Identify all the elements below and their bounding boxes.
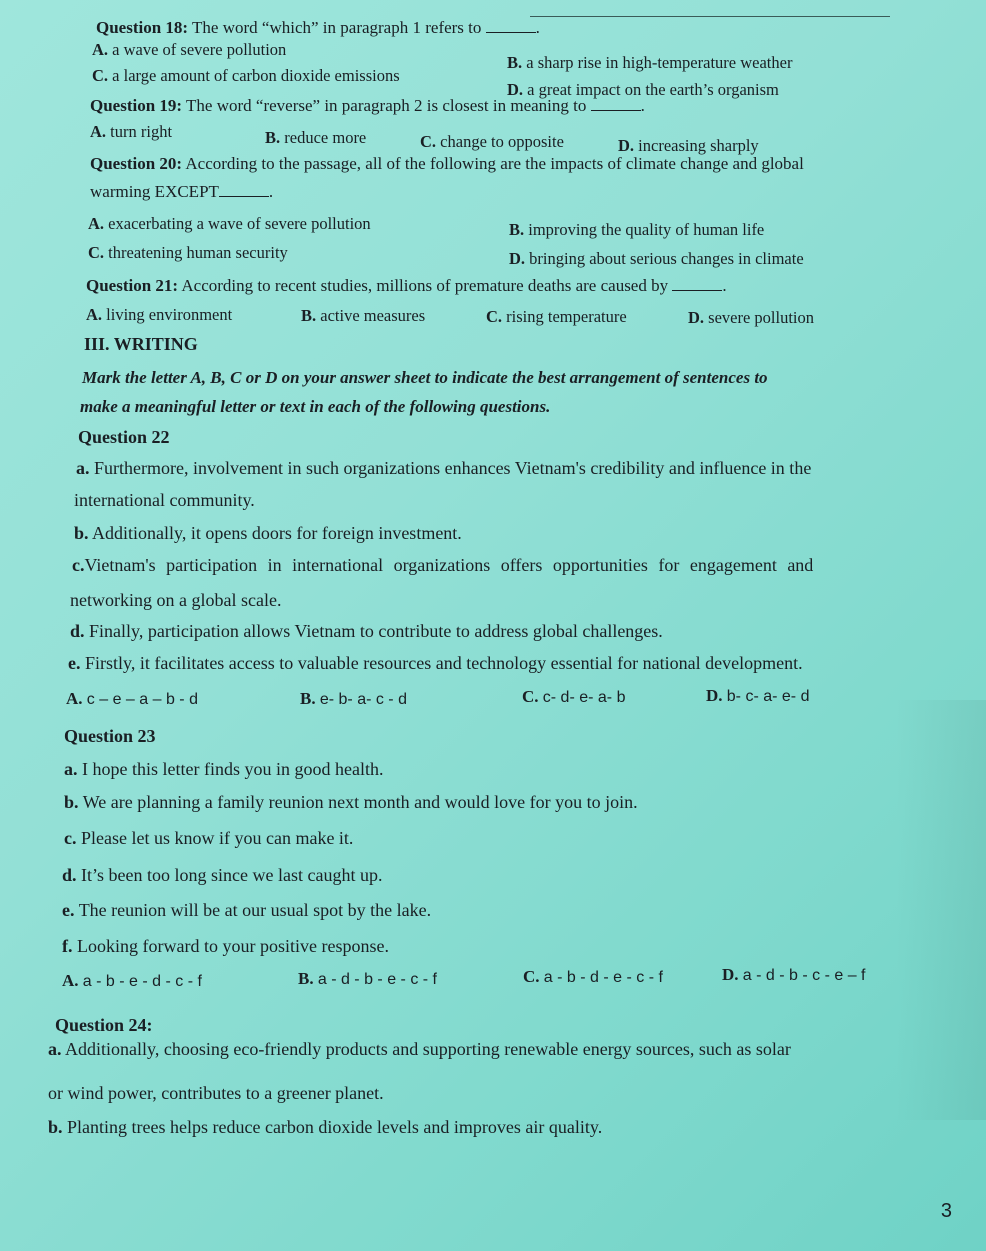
q22-sentence-e bbox=[68, 653, 803, 674]
q18-option-c-text: a large amount of carbon dioxide emissions bbox=[112, 66, 400, 85]
q23-option-a-letter: A. bbox=[62, 971, 79, 990]
q22-e-letter: e. bbox=[68, 653, 81, 673]
q23-f-letter: f. bbox=[62, 936, 73, 956]
q23-sentence-d bbox=[62, 865, 382, 886]
q20-period: . bbox=[268, 182, 274, 201]
writing-instruction-line1: Mark the letter A, B, C or D on your answer sheet to indicate the best arrangement of sentences to bbox=[82, 368, 768, 387]
q19-option-c-letter: C. bbox=[420, 132, 437, 151]
q22-e-text: Firstly, it facilitates access to valuable resources and technology essential for national development. bbox=[85, 653, 803, 673]
q19-option-c[interactable] bbox=[420, 132, 564, 152]
q22-option-d-text: b- c- a- e- d bbox=[726, 688, 810, 705]
q18-blank bbox=[486, 18, 536, 33]
q22-label: Question 22 bbox=[78, 427, 170, 447]
q20-option-c[interactable] bbox=[88, 243, 288, 263]
q19-option-d-letter: D. bbox=[618, 136, 635, 155]
q23-sentence-a bbox=[64, 759, 383, 780]
q19-option-d-text: increasing sharply bbox=[638, 136, 759, 155]
q23-a-text: I hope this letter finds you in good health. bbox=[82, 759, 384, 779]
q22-c-letter: c. bbox=[72, 555, 85, 575]
q22-option-a-text: c – e – a – b - d bbox=[86, 691, 198, 708]
q18-option-d-text: a great impact on the earth’s organism bbox=[527, 80, 779, 99]
q19-option-a-letter: A. bbox=[90, 122, 107, 141]
q22-d-text: Finally, participation allows Vietnam to contribute to address global challenges. bbox=[89, 621, 663, 641]
q23-option-a-text: a - b - e - d - c - f bbox=[82, 973, 202, 990]
q21-option-a-text: living environment bbox=[106, 305, 233, 324]
q19-option-b[interactable] bbox=[265, 128, 366, 148]
q21-option-b[interactable] bbox=[301, 306, 425, 326]
q18-option-c-letter: C. bbox=[92, 66, 109, 85]
q21-option-c-text: rising temperature bbox=[506, 307, 627, 326]
q22-option-c[interactable] bbox=[522, 687, 625, 707]
q22-option-b-text: e- b- a- c - d bbox=[319, 691, 407, 708]
q18-option-d-letter: D. bbox=[507, 80, 524, 99]
q20-option-d[interactable] bbox=[509, 249, 804, 269]
q20-blank bbox=[219, 182, 269, 197]
q20-option-b-text: improving the quality of human life bbox=[528, 220, 765, 239]
q22-option-a[interactable] bbox=[66, 689, 198, 709]
q22-option-d-letter: D. bbox=[706, 686, 723, 705]
q23-option-b-letter: B. bbox=[298, 969, 314, 988]
q23-b-letter: b. bbox=[64, 792, 79, 812]
q21-label: Question 21: bbox=[86, 276, 179, 295]
q18-option-a-letter: A. bbox=[92, 40, 109, 59]
page-number: 3 bbox=[940, 1200, 952, 1222]
writing-instruction-line2: make a meaningful letter or text in each of the following questions. bbox=[80, 397, 551, 416]
q22-a-text1: Furthermore, involvement in such organizations enhances Vietnam's credibility and influence in the bbox=[94, 458, 812, 478]
q23-option-d-letter: D. bbox=[722, 965, 739, 984]
q22-sentence-b bbox=[74, 523, 462, 544]
q23-d-text: It’s been too long since we last caught up. bbox=[81, 865, 383, 885]
q23-e-letter: e. bbox=[62, 900, 75, 920]
q19-option-a[interactable] bbox=[90, 122, 172, 142]
q18-option-b[interactable] bbox=[507, 53, 792, 73]
q20-stem-line1 bbox=[90, 154, 804, 174]
q20-option-d-text: bringing about serious changes in climate bbox=[529, 249, 804, 268]
q19-text: The word “reverse” in paragraph 2 is closest in meaning to bbox=[186, 96, 587, 115]
q22-option-a-letter: A. bbox=[66, 689, 83, 708]
q18-option-c[interactable] bbox=[92, 66, 400, 86]
q18-stem bbox=[96, 18, 540, 38]
q19-blank bbox=[591, 96, 641, 111]
q18-period: . bbox=[535, 18, 540, 37]
q22-d-letter: d. bbox=[70, 621, 85, 641]
q22-sentence-a bbox=[76, 458, 811, 479]
q21-option-c-letter: C. bbox=[486, 307, 503, 326]
q19-option-d[interactable] bbox=[618, 136, 759, 156]
q22-b-text: Additionally, it opens doors for foreign investment. bbox=[92, 523, 462, 543]
q21-text: According to recent studies, millions of premature deaths are caused by bbox=[181, 276, 669, 295]
q20-option-c-letter: C. bbox=[88, 243, 105, 262]
q23-d-letter: d. bbox=[62, 865, 77, 885]
q20-option-a-text: exacerbating a wave of severe pollution bbox=[108, 214, 371, 233]
q23-option-c[interactable] bbox=[523, 967, 663, 987]
q23-option-a[interactable] bbox=[62, 971, 202, 991]
q23-sentence-f bbox=[62, 936, 389, 957]
q20-option-a[interactable] bbox=[88, 214, 371, 234]
q24-a-text1: Additionally, choosing eco-friendly products and supporting renewable energy sources, such as solar bbox=[65, 1039, 791, 1059]
q23-option-c-text: a - b - d - e - c - f bbox=[543, 969, 663, 986]
q23-b-text: We are planning a family reunion next month and would love for you to join. bbox=[82, 792, 638, 812]
q22-sentence-a-cont: international community. bbox=[74, 490, 255, 510]
q18-text: The word “which” in paragraph 1 refers to bbox=[192, 18, 482, 37]
q24-label: Question 24: bbox=[55, 1015, 153, 1035]
q18-option-b-text: a sharp rise in high-temperature weather bbox=[526, 53, 793, 72]
q20-label: Question 20: bbox=[90, 154, 183, 173]
q22-a-letter: a. bbox=[76, 458, 90, 478]
q22-option-c-text: c- d- e- a- b bbox=[542, 689, 626, 706]
q23-e-text: The reunion will be at our usual spot by the lake. bbox=[78, 900, 432, 920]
q21-blank bbox=[672, 276, 722, 291]
q22-option-d[interactable] bbox=[706, 686, 809, 706]
q21-option-b-letter: B. bbox=[301, 306, 317, 325]
q21-period: . bbox=[722, 276, 727, 295]
q20-option-a-letter: A. bbox=[88, 214, 105, 233]
q21-option-b-text: active measures bbox=[320, 306, 426, 325]
q20-option-b[interactable] bbox=[509, 220, 764, 240]
q24-sentence-b bbox=[48, 1117, 602, 1138]
writing-heading: III. WRITING bbox=[84, 334, 198, 354]
q18-label: Question 18: bbox=[96, 18, 189, 37]
q20-text2: warming EXCEPT bbox=[90, 182, 219, 201]
q24-b-text: Planting trees helps reduce carbon dioxide levels and improves air quality. bbox=[67, 1117, 603, 1137]
q20-stem-line2 bbox=[90, 182, 273, 202]
q24-a-letter: a. bbox=[48, 1039, 62, 1059]
q19-label: Question 19: bbox=[90, 96, 183, 115]
q22-c-text1: Vietnam's participation in international organizations offers opportunities for engagement and bbox=[84, 555, 814, 575]
q21-option-d-text: severe pollution bbox=[708, 308, 815, 327]
q23-sentence-b bbox=[64, 792, 638, 813]
q23-option-d-text: a - d - b - c - e – f bbox=[742, 967, 866, 984]
q22-option-b-letter: B. bbox=[300, 689, 316, 708]
q23-c-text: Please let us know if you can make it. bbox=[81, 828, 354, 848]
q23-option-b[interactable] bbox=[298, 969, 437, 989]
q22-sentence-c-cont: networking on a global scale. bbox=[70, 590, 282, 610]
q22-b-letter: b. bbox=[74, 523, 89, 543]
q24-sentence-a-cont: or wind power, contributes to a greener planet. bbox=[48, 1083, 384, 1103]
q22-sentence-d bbox=[70, 621, 663, 642]
q19-option-a-text: turn right bbox=[110, 122, 173, 141]
q21-option-a-letter: A. bbox=[86, 305, 103, 324]
q23-f-text: Looking forward to your positive response. bbox=[77, 936, 389, 956]
q18-option-a[interactable] bbox=[92, 40, 286, 60]
top-rule bbox=[530, 16, 890, 17]
q24-b-letter: b. bbox=[48, 1117, 63, 1137]
q23-option-b-text: a - d - b - e - c - f bbox=[317, 971, 437, 988]
q23-c-letter: c. bbox=[64, 828, 77, 848]
q23-option-c-letter: C. bbox=[523, 967, 540, 986]
q21-stem bbox=[86, 276, 727, 296]
q19-period: . bbox=[640, 96, 645, 115]
q22-option-b[interactable] bbox=[300, 689, 407, 709]
q23-label: Question 23 bbox=[64, 726, 156, 746]
q24-sentence-a bbox=[48, 1039, 791, 1060]
q21-option-d-letter: D. bbox=[688, 308, 705, 327]
q21-option-a[interactable] bbox=[86, 305, 232, 325]
page-shadow bbox=[896, 700, 986, 1120]
q23-sentence-e bbox=[62, 900, 431, 921]
q23-option-d[interactable] bbox=[722, 965, 865, 985]
q23-sentence-c bbox=[64, 828, 353, 849]
q19-option-c-text: change to opposite bbox=[440, 132, 564, 151]
q20-option-d-letter: D. bbox=[509, 249, 526, 268]
q21-option-c[interactable] bbox=[486, 307, 627, 327]
q18-option-a-text: a wave of severe pollution bbox=[112, 40, 287, 59]
q19-stem bbox=[90, 96, 645, 116]
q22-sentence-c bbox=[72, 555, 813, 576]
q20-text1: According to the passage, all of the following are the impacts of climate change and global bbox=[185, 154, 804, 173]
q22-option-c-letter: C. bbox=[522, 687, 539, 706]
q18-option-b-letter: B. bbox=[507, 53, 523, 72]
q20-option-c-text: threatening human security bbox=[108, 243, 288, 262]
q21-option-d[interactable] bbox=[688, 308, 814, 328]
q20-option-b-letter: B. bbox=[509, 220, 525, 239]
q23-a-letter: a. bbox=[64, 759, 78, 779]
q19-option-b-letter: B. bbox=[265, 128, 281, 147]
q19-option-b-text: reduce more bbox=[284, 128, 367, 147]
